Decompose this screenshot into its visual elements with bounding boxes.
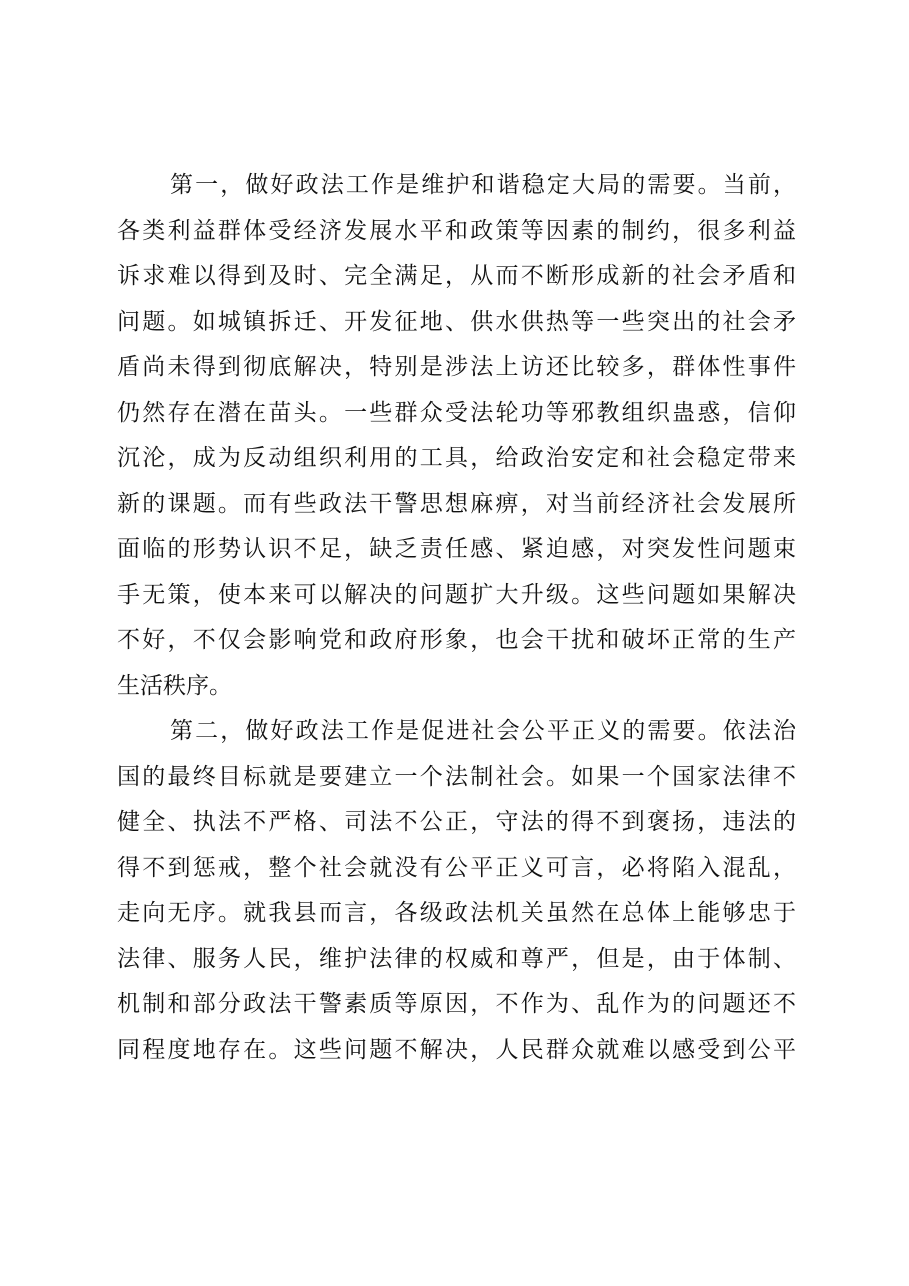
text-line: 沉沦，成为反动组织利用的工具，给政治安定和社会稳定带来 [117,445,796,471]
text-line: 第二，做好政法工作是促进社会公平正义的需要。依法治 [170,718,796,744]
text-line: 机制和部分政法干警素质等原因，不作为、乱作为的问题还不 [117,991,796,1017]
text-line: 国的最终目标就是要建立一个法制社会。如果一个国家法律不 [117,764,796,790]
text-line: 生活秩序。 [117,673,232,699]
text-line: 手无策，使本来可以解决的问题扩大升级。这些问题如果解决 [117,582,796,608]
text-line: 面临的形势认识不足，缺乏责任感、紧迫感，对突发性问题束 [117,536,796,562]
text-line: 同程度地存在。这些问题不解决，人民群众就难以感受到公平 [117,1037,796,1063]
text-line: 新的课题。而有些政法干警思想麻痹，对当前经济社会发展所 [117,491,796,517]
text-line: 不好，不仅会影响党和政府形象，也会干扰和破坏正常的生产 [117,627,796,653]
text-line: 问题。如城镇拆迁、开发征地、供水供热等一些突出的社会矛 [117,309,796,335]
text-line: 得不到惩戒，整个社会就没有公平正义可言，必将陷入混乱， [117,855,796,881]
text-line: 诉求难以得到及时、完全满足，从而不断形成新的社会矛盾和 [117,263,796,289]
text-line: 第一，做好政法工作是维护和谐稳定大局的需要。当前， [170,172,796,198]
text-line: 健全、执法不严格、司法不公正，守法的得不到褒扬，违法的 [117,809,796,835]
text-line: 走向无序。就我县而言，各级政法机关虽然在总体上能够忠于 [117,900,796,926]
text-line: 仍然存在潜在苗头。一些群众受法轮功等邪教组织蛊惑，信仰 [117,400,796,426]
text-line: 法律、服务人民，维护法律的权威和尊严，但是，由于体制、 [117,946,796,972]
text-line: 各类利益群体受经济发展水平和政策等因素的制约，很多利益 [117,218,796,244]
text-line: 盾尚未得到彻底解决，特别是涉法上访还比较多，群体性事件 [117,354,796,380]
